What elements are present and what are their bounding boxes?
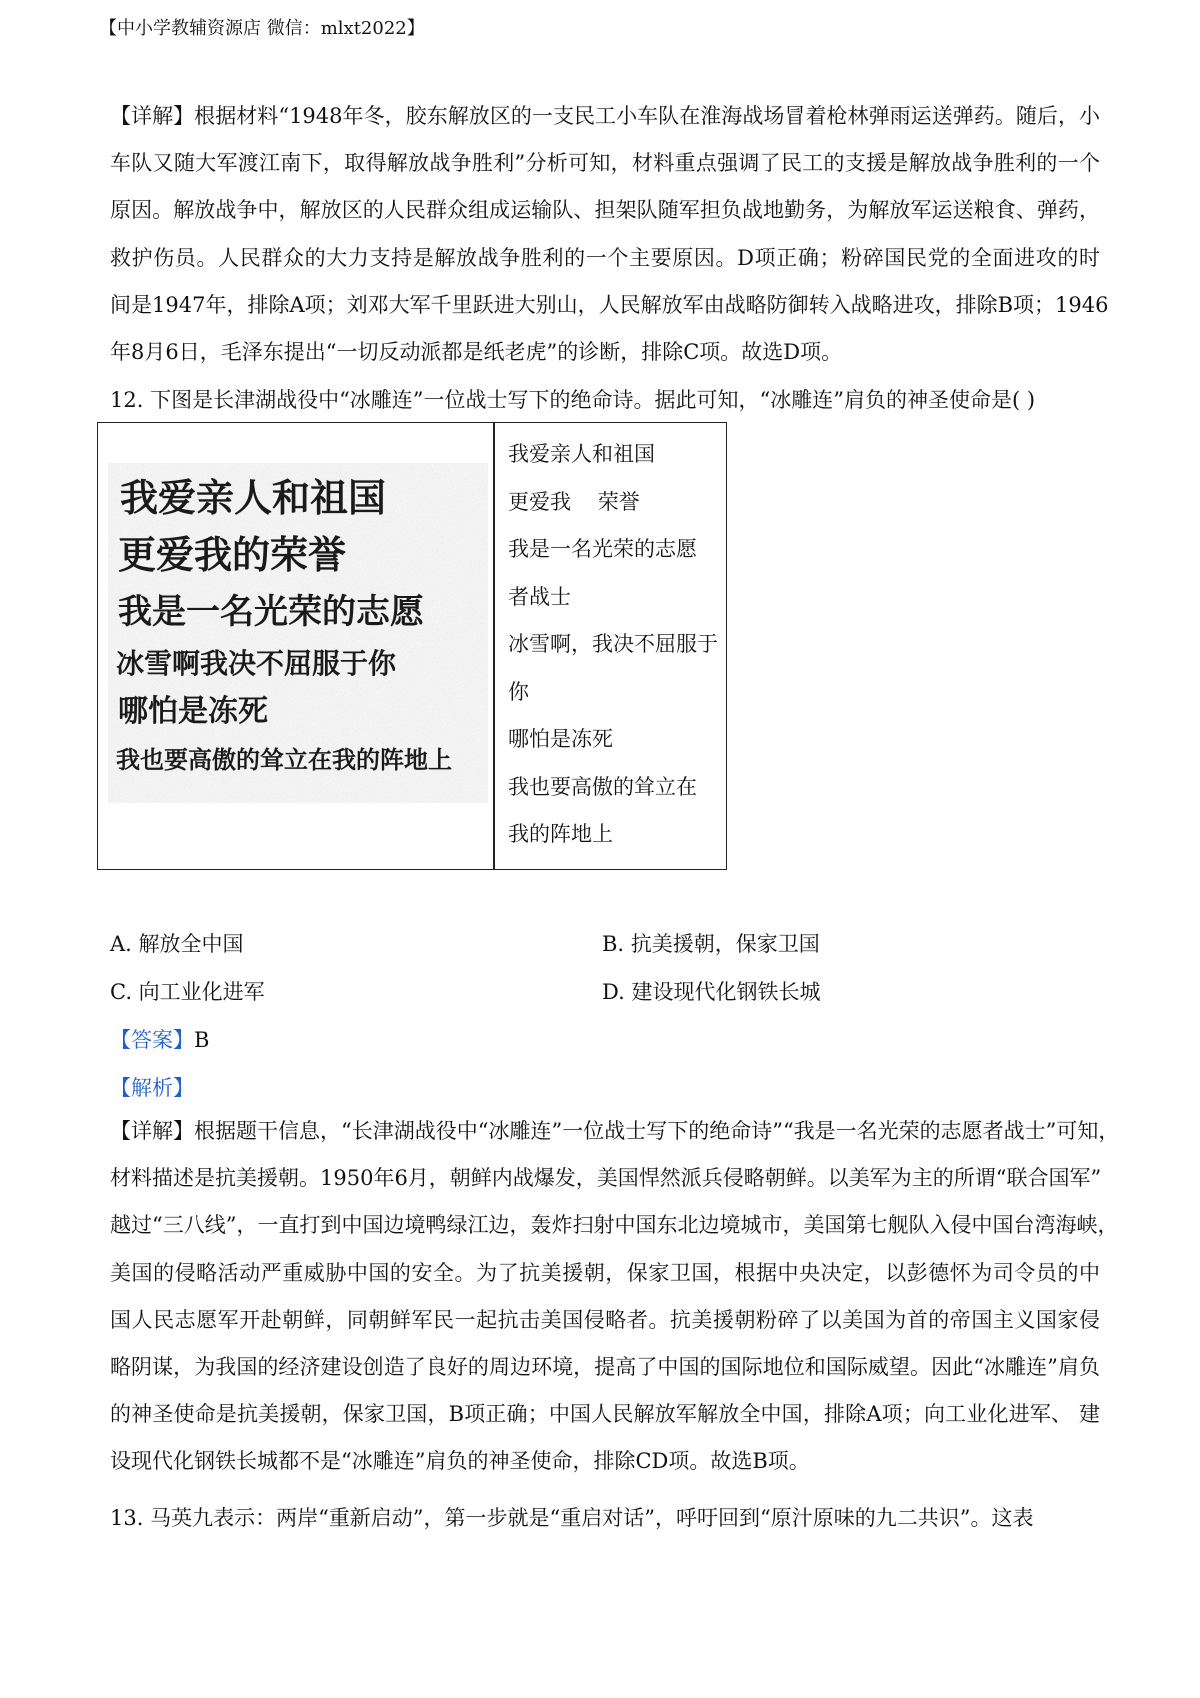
detail-line: 越过“三八线”，一直打到中国边境鸭绿江边，轰炸扫射中国东北边境城市，美国第七舰队入侵中国台湾海峡， bbox=[110, 1213, 1119, 1238]
detail-line: 的神圣使命是抗美援朝，保家卫国，B项正确；中国人民解放军解放全中国，排除A项；向工业化进军、 建 bbox=[110, 1402, 1100, 1427]
handwriting-line: 更爱我的荣誉 bbox=[118, 533, 347, 577]
option-b: B. 抗美援朝，保家卫国 bbox=[602, 932, 820, 956]
handwriting-line: 我爱亲人和祖国 bbox=[120, 476, 387, 520]
detail-line: 间是1947年，排除A项；刘邓大军千里跃进大别山，人民解放军由战略防御转入战略进攻，排除B项；1946 bbox=[110, 292, 1109, 317]
detail-line: 【详解】根据材料“1948年冬，胶东解放区的一支民工小车队在淮海战场冒着枪林弹雨运送弹药。随后，小 bbox=[110, 104, 1100, 128]
poem-line: 你 bbox=[508, 679, 529, 704]
handwriting-line: 我是一名光荣的志愿 bbox=[118, 592, 424, 632]
q11-detail-paragraph bbox=[110, 93, 1109, 376]
option-c: C. 向工业化进军 bbox=[110, 980, 265, 1004]
poem-line: 我也要高傲的耸立在 bbox=[508, 774, 697, 799]
answer-label: 【答案】 bbox=[110, 1028, 194, 1052]
detail-line: 美国的侵略活动严重威胁中国的安全。为了抗美援朝，保家卫国，根据中央决定，以彭德怀为司令员的中 bbox=[110, 1260, 1100, 1285]
detail-line: 原因。解放战争中，解放区的人民群众组成运输队、担架队随军担负战地勤务，为解放军运送粮食、弹药， bbox=[110, 198, 1100, 223]
option-d: D. 建设现代化钢铁长城 bbox=[602, 980, 821, 1004]
poem-figure bbox=[97, 422, 727, 870]
handwriting-line: 我也要高傲的耸立在我的阵地上 bbox=[116, 746, 452, 774]
answer-line bbox=[110, 1024, 209, 1054]
poem-line: 哪怕是冻死 bbox=[508, 727, 613, 751]
q12-detail-paragraph bbox=[110, 1108, 1120, 1486]
detail-line: 【详解】根据题干信息，“长津湖战役中“冰雕连”一位战士写下的绝命诗”“我是一名光荣的志愿者战士”可知， bbox=[110, 1119, 1120, 1143]
page-header-watermark: 【中小学教辅资源店 微信：mlxt2022】 bbox=[99, 18, 425, 39]
figure-divider bbox=[493, 423, 495, 869]
handwriting-line: 哪怕是冻死 bbox=[118, 694, 268, 729]
question-12-stem: 12. 下图是长津湖战役中“冰雕连”一位战士写下的绝命诗。据此可知，“冰雕连”肩负的神圣使命是( ) bbox=[110, 388, 1036, 412]
detail-line: 车队又随大军渡江南下，取得解放战争胜利”分析可知，材料重点强调了民工的支援是解放战争胜利的一个 bbox=[110, 151, 1100, 176]
handwriting-line: 冰雪啊我决不屈服于你 bbox=[116, 647, 397, 680]
poem-line: 更爱我 荣誉 bbox=[508, 489, 640, 514]
poem-line: 我的阵地上 bbox=[508, 822, 613, 846]
handwritten-poem-image bbox=[108, 463, 488, 803]
question-13-stem: 13. 马英九表示：两岸“重新启动”，第一步就是“重启对话”，呼吁回到“原汁原味的九二共识”。这表 bbox=[110, 1506, 1034, 1530]
detail-line: 设现代化钢铁长城都不是“冰雕连”肩负的神圣使命，排除CD项。故选B项。 bbox=[110, 1449, 810, 1474]
answer-value: B bbox=[194, 1028, 210, 1052]
poem-line: 者战士 bbox=[508, 584, 571, 609]
poem-line: 我爱亲人和祖国 bbox=[508, 442, 655, 466]
detail-line: 国人民志愿军开赴朝鲜，同朝鲜军民一起抗击美国侵略者。抗美援朝粉碎了以美国为首的帝国主义国家侵 bbox=[110, 1307, 1100, 1332]
detail-line: 救护伤员。人民群众的大力支持是解放战争胜利的一个主要原因。D项正确；粉碎国民党的全面进攻的时 bbox=[110, 245, 1100, 270]
poem-line: 我是一名光荣的志愿 bbox=[508, 537, 697, 561]
option-a: A. 解放全中国 bbox=[110, 932, 244, 956]
analysis-label: 【解析】 bbox=[110, 1076, 194, 1100]
detail-line: 材料描述是抗美援朝。1950年6月，朝鲜内战爆发，美国悍然派兵侵略朝鲜。以美军为主的所谓“联合国军” bbox=[110, 1166, 1102, 1191]
poem-line: 冰雪啊，我决不屈服于 bbox=[508, 632, 718, 656]
poem-transcription bbox=[508, 423, 723, 859]
detail-line: 略阴谋，为我国的经济建设创造了良好的周边环境，提高了中国的国际地位和国际威望。因此“冰雕连”肩负 bbox=[110, 1355, 1100, 1380]
detail-line: 年8月6日，毛泽东提出“一切反动派都是纸老虎”的诊断，排除C项。故选D项。 bbox=[110, 340, 843, 365]
